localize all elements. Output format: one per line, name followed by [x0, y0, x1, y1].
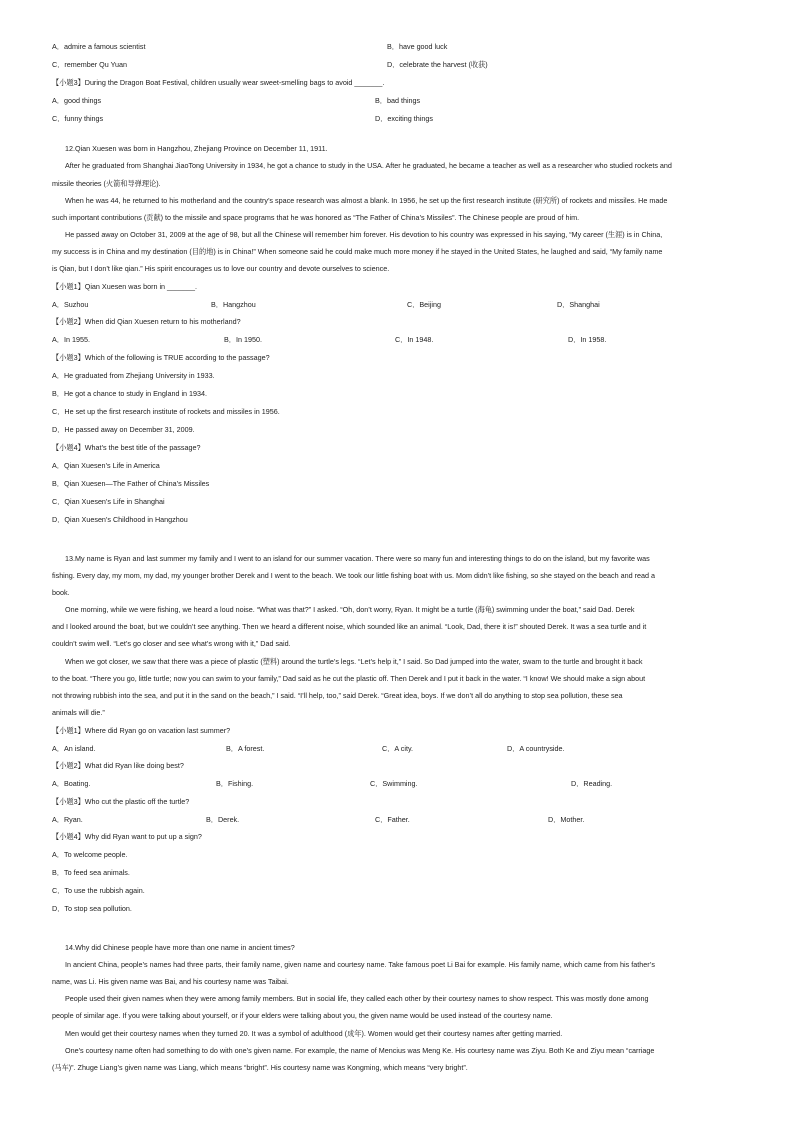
option-d: D．celebrate the harvest (收获) — [387, 60, 488, 69]
question-stem: 【小题2】When did Qian Xuesen return to his motherland? — [52, 317, 241, 326]
passage-line: When we got closer, we saw that there was a piece of plastic (塑料) around the turtle’s legs. “Let’s help it,” I said. So Dad jumped into the water, swam to the turtle and brought it back — [65, 657, 643, 666]
question-stem: 【小题3】Who cut the plastic off the turtle? — [52, 797, 190, 806]
option-a: A．In 1955. — [52, 335, 90, 344]
option-a: A．Boating. — [52, 779, 91, 788]
question-stem: 【小题3】During the Dragon Boat Festival, children usually wear sweet-smelling bags to avoid _______. — [52, 78, 385, 87]
passage-line: not throwing rubbish into the sea, and put it in the sand on the beach,” I said. “I’ll help, too,” said Derek. “Great idea, boys. If we don’t all do anything to stop sea pollution, these sea — [52, 691, 623, 700]
option-a: A．Qian Xuesen’s Life in America — [52, 461, 160, 470]
option-b: B．Qian Xuesen—The Father of China’s Missiles — [52, 479, 210, 488]
passage-line: 14.Why did Chinese people have more than one name in ancient times? — [65, 943, 295, 952]
passage-line: missile theories (火箭和导弹理论). — [52, 179, 161, 188]
option-a: A．An island. — [52, 744, 96, 753]
option-c: C．He set up the first research institute of rockets and missiles in 1956. — [52, 407, 280, 416]
options-row — [52, 60, 754, 70]
option-a: A．To welcome people. — [52, 850, 128, 859]
passage-line: One morning, while we were fishing, we heard a loud noise. “What was that?” I asked. “Oh, don’t worry, Ryan. It might be a turtle (海龟) swimming under the boat,” said Dad. Derek — [65, 605, 635, 614]
option-b: B．Derek. — [206, 815, 240, 824]
option-b: B．Fishing. — [216, 779, 254, 788]
question-stem: 【小题4】Why did Ryan want to put up a sign? — [52, 832, 202, 841]
option-d: D．Mother. — [548, 815, 585, 824]
question-stem: 【小题1】Qian Xuesen was born in _______. — [52, 282, 198, 291]
passage-line: and I looked around the boat, but we couldn’t see anything. Then we heard a different noise, which sounded like an animal. “Look, Dad, there it is!” shouted Derek. It was a sea turtle and it — [52, 622, 647, 631]
option-c: C．A city. — [382, 744, 414, 753]
option-b: B．bad things — [375, 96, 421, 105]
option-a: A．good things — [52, 96, 102, 105]
passage-line: 12.Qian Xuesen was born in Hangzhou, Zhejiang Province on December 11, 1911. — [65, 144, 328, 153]
option-b: B．He got a chance to study in England in 1934. — [52, 389, 208, 398]
option-a: A．He graduated from Zhejiang University in 1933. — [52, 371, 215, 380]
option-d: D．Reading. — [571, 779, 613, 788]
option-d: D．Shanghai — [557, 300, 600, 309]
option-d: D．He passed away on December 31, 2009. — [52, 425, 195, 434]
passage-line: couldn’t swim well. “Let’s go closer and see what’s wrong with it,” Dad said. — [52, 639, 291, 648]
passage-line: is Qian, but I don’t like qian.” His spirit encourages us to love our country and devote ourselves to science. — [52, 264, 390, 273]
option-a: A．admire a famous scientist — [52, 42, 146, 51]
option-d: D．Qian Xuesen’s Childhood in Hangzhou — [52, 515, 188, 524]
passage-line: One’s courtesy name often had something to do with one’s given name. For example, the name of Mencius was Meng Ke. His courtesy name was Ziyu. Both Ke and Ziyu mean “carriage — [65, 1046, 655, 1055]
options-row — [52, 300, 754, 310]
passage-line: (马车)”. Zhuge Liang’s given name was Liang, which means “bright”. His courtesy name was Kongming, which means “very bright”. — [52, 1063, 468, 1072]
option-b: B．In 1950. — [224, 335, 262, 344]
passage-line: After he graduated from Shanghai JiaoTong University in 1934, he got a chance to study in the USA. After he graduated, he became a teacher as well as a researcher who studied rockets and — [65, 161, 672, 170]
option-d: D．In 1958. — [568, 335, 607, 344]
option-c: C．To use the rubbish again. — [52, 886, 145, 895]
passage-line: When he was 44, he returned to his motherland and the country’s space research was almost a blank. In 1956, he set up the first research institute (研究所) of rockets and missiles. He made — [65, 196, 668, 205]
option-b: B．A forest. — [226, 744, 265, 753]
option-c: C．remember Qu Yuan — [52, 60, 127, 69]
passage-line: In ancient China, people’s names had three parts, their family name, given name and courtesy name. Take famous poet Li Bai for example. His family name, which came from his father’s — [65, 960, 655, 969]
option-b: B．To feed sea animals. — [52, 868, 130, 877]
option-d: D．exciting things — [375, 114, 433, 123]
option-c: C．Swimming. — [370, 779, 418, 788]
passage-line: name, was Li. His given name was Bai, and his courtesy name was Taibai. — [52, 977, 289, 986]
options-row — [52, 96, 754, 106]
option-c: C．funny things — [52, 114, 104, 123]
options-row — [52, 779, 754, 789]
question-stem: 【小题2】What did Ryan like doing best? — [52, 761, 184, 770]
options-row — [52, 815, 754, 825]
options-row — [52, 114, 754, 124]
option-c: C．Father. — [375, 815, 410, 824]
passage-line: 13.My name is Ryan and last summer my family and I went to an island for our summer vacation. There were so many fun and interesting things to do on the island, but my favorite was — [65, 554, 650, 563]
passage-line: fishing. Every day, my mom, my dad, my younger brother Derek and I went to the beach. We took our little fishing boat with us. Mom didn’t like fishing, so she stayed on the beach and read a — [52, 571, 655, 580]
passage-line: my success is in China and my destination (目的地) is in China!” When someone said he could make much more money if he stayed in the United States, he laughed and said, “My family name — [52, 247, 663, 256]
question-stem: 【小题4】What’s the best title of the passage? — [52, 443, 201, 452]
passage-line: such important contributions (贡献) to the missile and space programs that he was honored as “The Father of China’s Missiles”. The Chinese people are proud of him. — [52, 213, 580, 222]
option-c: C．In 1948. — [395, 335, 434, 344]
passage-line: People used their given names when they were among family members. But in social life, they called each other by their courtesy names to show respect. This was mostly done among — [65, 994, 649, 1003]
option-b: B．have good luck — [387, 42, 448, 51]
passage-line: animals will die.” — [52, 708, 105, 717]
option-a: A．Suzhou — [52, 300, 89, 309]
passage-line: book. — [52, 588, 70, 597]
options-row — [52, 42, 754, 52]
options-row — [52, 744, 754, 754]
passage-line: people of similar age. If you were talking about yourself, or if your elders were talking about you, the given name would be used instead of the courtesy name. — [52, 1011, 553, 1020]
option-d: D．To stop sea pollution. — [52, 904, 132, 913]
question-stem: 【小题3】Which of the following is TRUE according to the passage? — [52, 353, 270, 362]
passage-line: He passed away on October 31, 2009 at the age of 98, but all the Chinese will remember him forever. His devotion to his country was expressed in his saying, “My career (生涯) is in China, — [65, 230, 663, 239]
question-stem: 【小题1】Where did Ryan go on vacation last summer? — [52, 726, 231, 735]
option-c: C．Beijing — [407, 300, 441, 309]
passage-line: to the boat. “There you go, little turtle; now you can swim to your family,” Dad said as he cut the plastic off. Then Derek and I put it back in the water. “I know! We should make a sign about — [52, 674, 646, 683]
option-b: B．Hangzhou — [211, 300, 256, 309]
option-c: C．Qian Xuesen’s Life in Shanghai — [52, 497, 165, 506]
option-d: D．A countryside. — [507, 744, 565, 753]
options-row — [52, 335, 754, 345]
option-a: A．Ryan. — [52, 815, 83, 824]
passage-line: Men would get their courtesy names when they turned 20. It was a symbol of adulthood (成年). Women would get their courtesy names after getting married. — [65, 1029, 563, 1038]
